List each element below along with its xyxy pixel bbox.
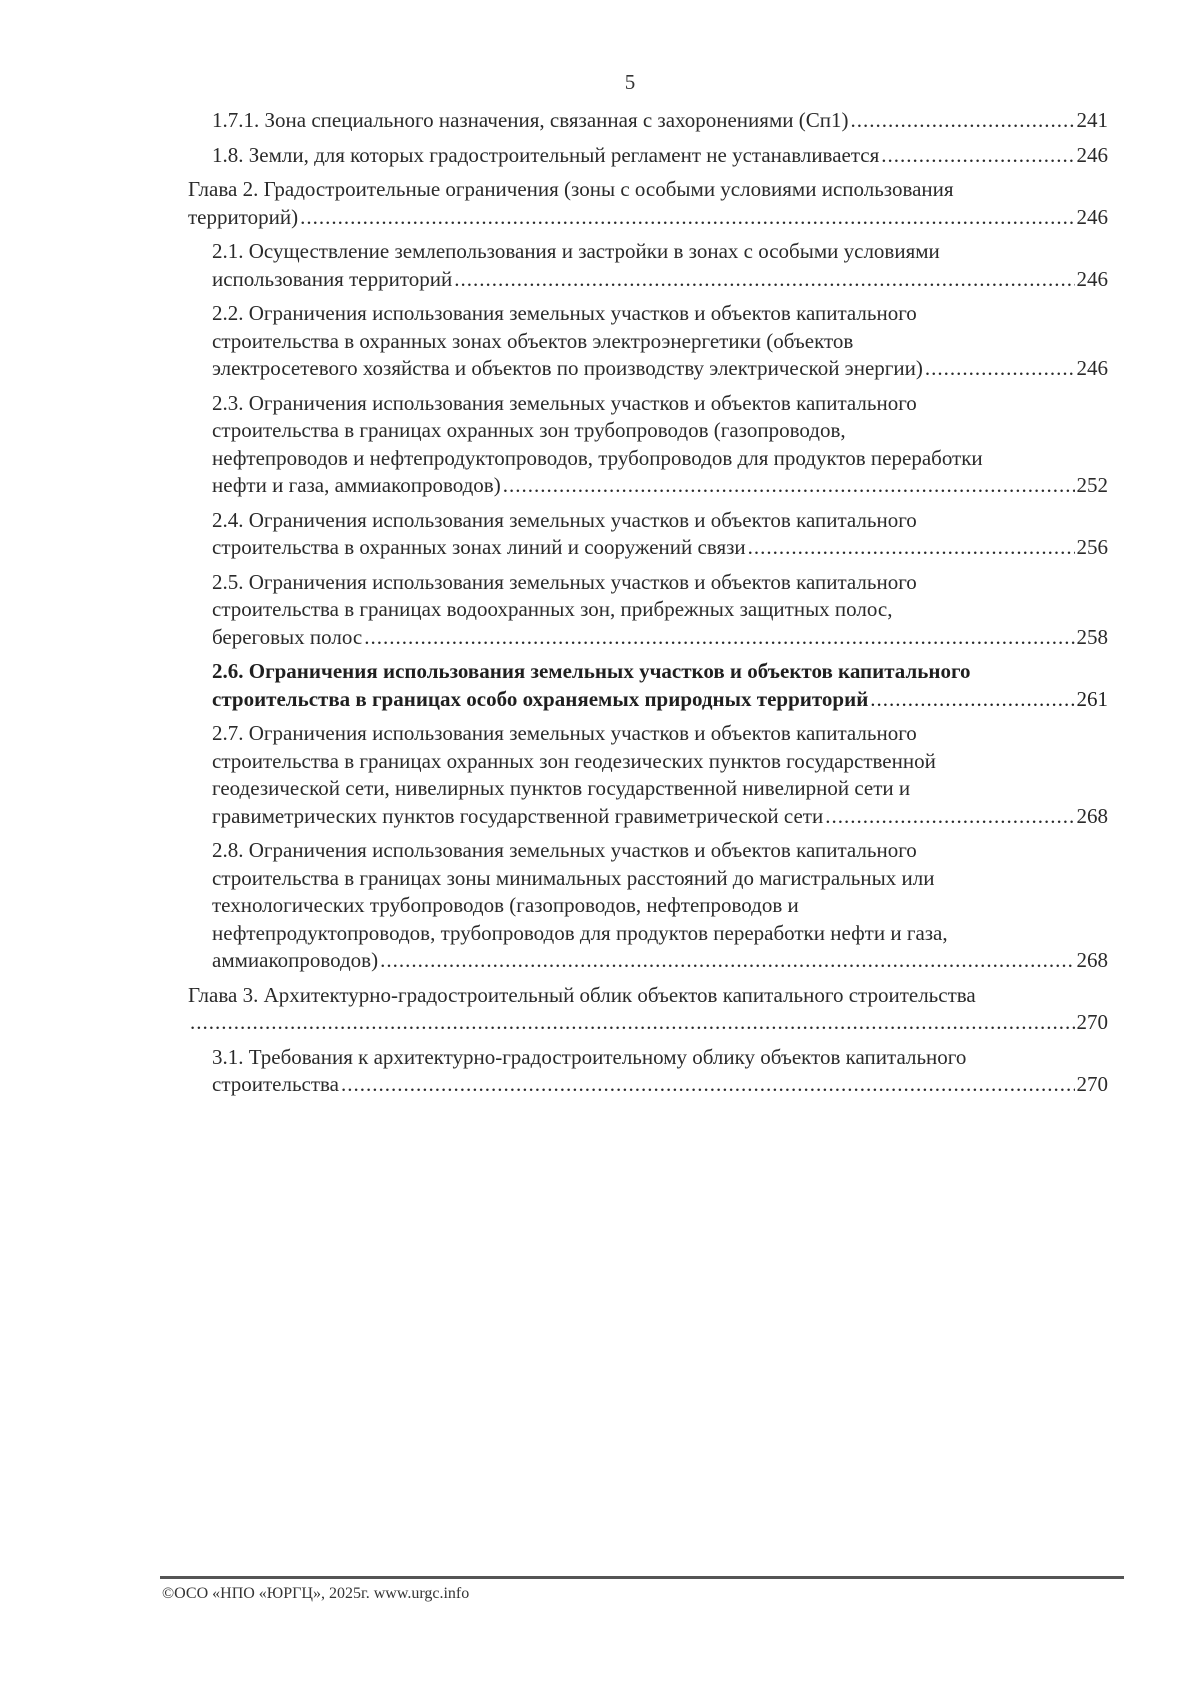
toc-entry-last-line: [212, 534, 1108, 562]
toc-page-number: 246: [1076, 356, 1108, 380]
toc-page-number: 246: [1076, 204, 1108, 229]
toc-dot-leader: [380, 947, 1074, 975]
toc-entry-line: строительства в охранных зонах линий и сооружений связи: [212, 535, 746, 559]
toc-entry-line: строительства в границах зоны минимальных расстояний до магистральных или: [212, 865, 935, 890]
toc-entry-line: строительства в охранных зонах объектов электроэнергетики (объектов: [212, 328, 854, 353]
toc-dot-leader: [300, 204, 1074, 232]
toc-entry-line: строительства в границах особо охраняемых природных территорий: [212, 686, 869, 711]
toc-entry-last-line: [212, 686, 1108, 714]
toc-entry-line: нефтепроводов и нефтепродуктопроводов, трубопроводов для продуктов переработки: [212, 445, 983, 470]
toc-dot-leader: [825, 803, 1074, 831]
toc-entry: [212, 238, 1108, 293]
toc-entry-line: строительства в границах охранных зон трубопроводов (газопроводов,: [212, 418, 846, 442]
toc-entry-line: строительства в границах охранных зон геодезических пунктов государственной: [212, 748, 936, 773]
toc-entry-line: нефти и газа, аммиакопроводов): [212, 473, 501, 497]
toc-entry-line: 2.3. Ограничения использования земельных участков и объектов капитального: [212, 390, 917, 415]
toc-entry-line: Глава 2. Градостроительные ограничения (зоны с особыми условиями использования: [188, 177, 954, 201]
toc-page-number: 258: [1076, 624, 1108, 649]
toc-entry-line: 1.7.1. Зона специального назначения, связанная с захоронениями (Сп1): [212, 108, 849, 132]
toc-entry-last-line: [188, 1009, 1108, 1037]
toc-entry-line: геодезической сети, нивелирных пунктов государственной нивелирной сети и: [212, 776, 911, 800]
toc-page-number: 268: [1076, 948, 1108, 972]
toc-entry-last-line: [212, 355, 1108, 383]
toc-entry: [212, 390, 1108, 500]
toc-entry-line: гравиметрических пунктов государственной гравиметрической сети: [212, 803, 824, 828]
toc-entry-line: строительства в границах водоохранных зон, прибрежных защитных полос,: [212, 597, 893, 621]
toc-entry: [188, 982, 1108, 1037]
toc-dot-leader: [454, 266, 1074, 294]
toc-dot-leader: [925, 355, 1075, 383]
toc-dot-leader: [190, 1009, 1075, 1037]
toc-entry: [212, 107, 1108, 135]
toc-entry: [212, 1044, 1108, 1099]
toc-page-number: 252: [1076, 473, 1108, 497]
toc-page-number: 261: [1076, 686, 1108, 711]
toc-page-number: 270: [1076, 1010, 1108, 1034]
toc-dot-leader: [881, 142, 1074, 170]
toc-entry-line: 2.2. Ограничения использования земельных участков и объектов капитального: [212, 301, 917, 325]
toc-entry-line: 2.4. Ограничения использования земельных участков и объектов капитального: [212, 507, 917, 532]
toc-entry-last-line: [212, 142, 1108, 170]
toc-entry: [212, 507, 1108, 562]
toc-entry: [212, 300, 1108, 383]
toc-entry: [212, 720, 1108, 830]
toc-dot-leader: [870, 686, 1074, 714]
toc-entry-last-line: [212, 266, 1108, 294]
toc-page-number: 256: [1076, 535, 1108, 559]
toc-dot-leader: [503, 472, 1075, 500]
toc-entry-line: технологических трубопроводов (газопроводов, нефтепроводов и: [212, 893, 799, 917]
table-of-contents: [188, 107, 1108, 1106]
toc-entry-line: территорий): [188, 204, 299, 229]
toc-entry-line: 2.8. Ограничения использования земельных участков и объектов капитального: [212, 838, 917, 862]
toc-entry-line: 3.1. Требования к архитектурно-градостроительному облику объектов капитального: [212, 1044, 967, 1069]
toc-entry-last-line: [212, 1071, 1108, 1099]
toc-entry-line: строительства: [212, 1072, 340, 1096]
toc-page-number: 270: [1076, 1072, 1108, 1096]
footer-divider: [160, 1576, 1124, 1579]
toc-entry-last-line: [212, 472, 1108, 500]
toc-entry-last-line: [188, 204, 1108, 232]
toc-page-number: 241: [1076, 108, 1108, 132]
toc-entry-last-line: [212, 624, 1108, 652]
toc-page-number: 246: [1076, 142, 1108, 167]
toc-entry: [212, 142, 1108, 170]
toc-entry-last-line: [212, 947, 1108, 975]
toc-dot-leader: [850, 107, 1074, 135]
toc-entry: [212, 658, 1108, 713]
toc-entry-last-line: [212, 107, 1108, 135]
toc-entry-line: использования территорий: [212, 266, 453, 291]
toc-entry-line: 2.5. Ограничения использования земельных участков и объектов капитального: [212, 569, 917, 594]
footer-copyright: ©ОСО «НПО «ЮРГЦ», 2025г. www.urgc.info: [162, 1585, 470, 1602]
toc-entry-line: электросетевого хозяйства и объектов по производству электрической энергии): [212, 356, 923, 380]
toc-entry-line: 2.7. Ограничения использования земельных участков и объектов капитального: [212, 721, 917, 745]
toc-entry: [188, 176, 1108, 231]
toc-entry-line: 1.8. Земли, для которых градостроительный регламент не устанавливается: [212, 142, 880, 167]
page-number: 5: [624, 70, 636, 94]
toc-entry-line: 2.1. Осуществление землепользования и застройки в зонах с особыми условиями: [212, 239, 940, 263]
toc-entry-line: аммиакопроводов): [212, 948, 379, 972]
toc-dot-leader: [748, 534, 1075, 562]
toc-entry: [212, 837, 1108, 975]
toc-entry-line: 2.6. Ограничения использования земельных участков и объектов капитального: [212, 659, 971, 683]
toc-dot-leader: [364, 624, 1074, 652]
toc-entry-line: береговых полос: [212, 624, 363, 649]
toc-page-number: 268: [1076, 803, 1108, 828]
toc-entry-line: нефтепродуктопроводов, трубопроводов для продуктов переработки нефти и газа,: [212, 920, 948, 945]
toc-entry-last-line: [212, 803, 1108, 831]
toc-entry: [212, 569, 1108, 652]
toc-dot-leader: [341, 1071, 1074, 1099]
toc-entry-line: Глава 3. Архитектурно-градостроительный облик объектов капитального строительства: [188, 982, 976, 1007]
toc-page-number: 246: [1076, 266, 1108, 291]
